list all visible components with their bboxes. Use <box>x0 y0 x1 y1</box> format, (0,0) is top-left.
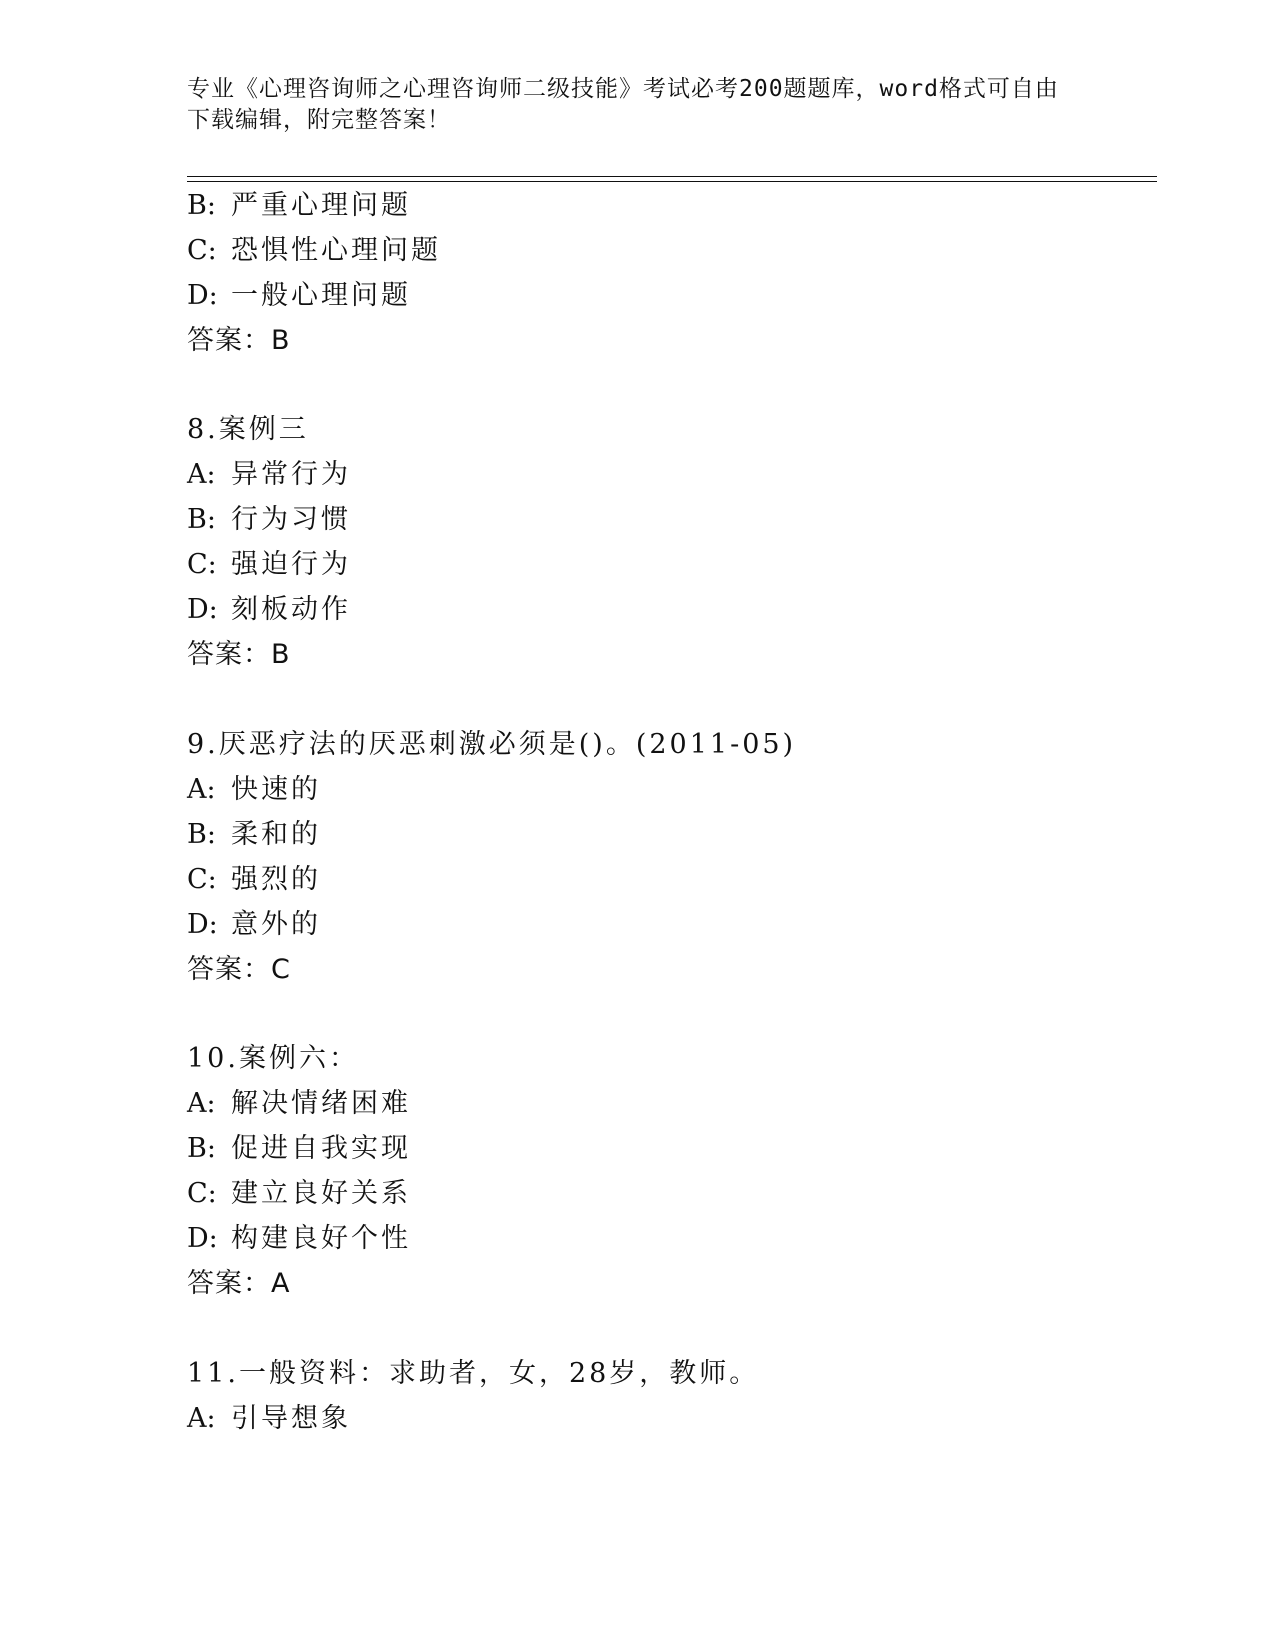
option-letter: D: <box>187 909 218 940</box>
option-text: 一般心理问题 <box>231 280 411 311</box>
document-header: 专业《心理咨询师之心理咨询师二级技能》考试必考200题题库，word格式可自由下载编辑，附完整答案！ <box>187 76 1059 133</box>
option-a <box>187 1086 411 1122</box>
option-text: 促进自我实现 <box>231 1133 411 1164</box>
option-b <box>187 188 411 224</box>
option-b <box>187 817 321 853</box>
option-c <box>187 1176 411 1212</box>
answer-line: 答案：B <box>187 639 291 670</box>
option-text: 意外的 <box>231 909 321 940</box>
option-letter: A: <box>187 774 216 805</box>
option-c <box>187 862 321 898</box>
option-text: 刻板动作 <box>231 594 351 625</box>
option-d <box>187 1221 411 1257</box>
option-a <box>187 772 321 808</box>
option-letter: B: <box>187 504 216 535</box>
answer-line: 答案：A <box>187 1268 291 1299</box>
option-d <box>187 592 351 628</box>
option-letter: C: <box>187 235 217 266</box>
option-letter: C: <box>187 1178 217 1209</box>
option-text: 构建良好个性 <box>231 1223 411 1254</box>
option-d <box>187 278 411 314</box>
option-letter: C: <box>187 864 217 895</box>
option-letter: C: <box>187 549 217 580</box>
option-text: 建立良好关系 <box>231 1178 411 1209</box>
question-11: 11.一般资料：求助者，女，28岁，教师。 <box>187 1358 760 1389</box>
option-b <box>187 1131 411 1167</box>
option-text: 严重心理问题 <box>231 190 411 221</box>
option-letter: D: <box>187 1223 218 1254</box>
option-d <box>187 907 321 943</box>
question-10: 10.案例六： <box>187 1043 359 1074</box>
header-divider-top <box>187 176 1157 177</box>
answer-line: 答案：B <box>187 325 291 356</box>
option-text: 恐惧性心理问题 <box>231 235 441 266</box>
option-letter: B: <box>187 190 216 221</box>
option-letter: A: <box>187 1403 216 1434</box>
option-c <box>187 547 351 583</box>
option-text: 快速的 <box>231 774 321 805</box>
option-b <box>187 502 351 538</box>
answer-line: 答案：C <box>187 954 291 985</box>
option-letter: B: <box>187 819 216 850</box>
option-letter: D: <box>187 594 218 625</box>
option-letter: A: <box>187 459 216 490</box>
option-text: 柔和的 <box>231 819 321 850</box>
option-text: 行为习惯 <box>231 504 351 535</box>
option-letter: B: <box>187 1133 216 1164</box>
question-8: 8.案例三 <box>187 414 309 445</box>
header-divider-bottom <box>187 181 1157 182</box>
option-c <box>187 233 441 269</box>
option-text: 解决情绪困难 <box>231 1088 411 1119</box>
option-text: 异常行为 <box>231 459 351 490</box>
option-letter: D: <box>187 280 218 311</box>
option-text: 强烈的 <box>231 864 321 895</box>
option-text: 强迫行为 <box>231 549 351 580</box>
question-9: 9.厌恶疗法的厌恶刺激必须是()。(2011-05) <box>187 729 797 760</box>
option-a <box>187 457 351 493</box>
option-letter: A: <box>187 1088 216 1119</box>
option-text: 引导想象 <box>231 1403 351 1434</box>
option-a <box>187 1401 351 1437</box>
